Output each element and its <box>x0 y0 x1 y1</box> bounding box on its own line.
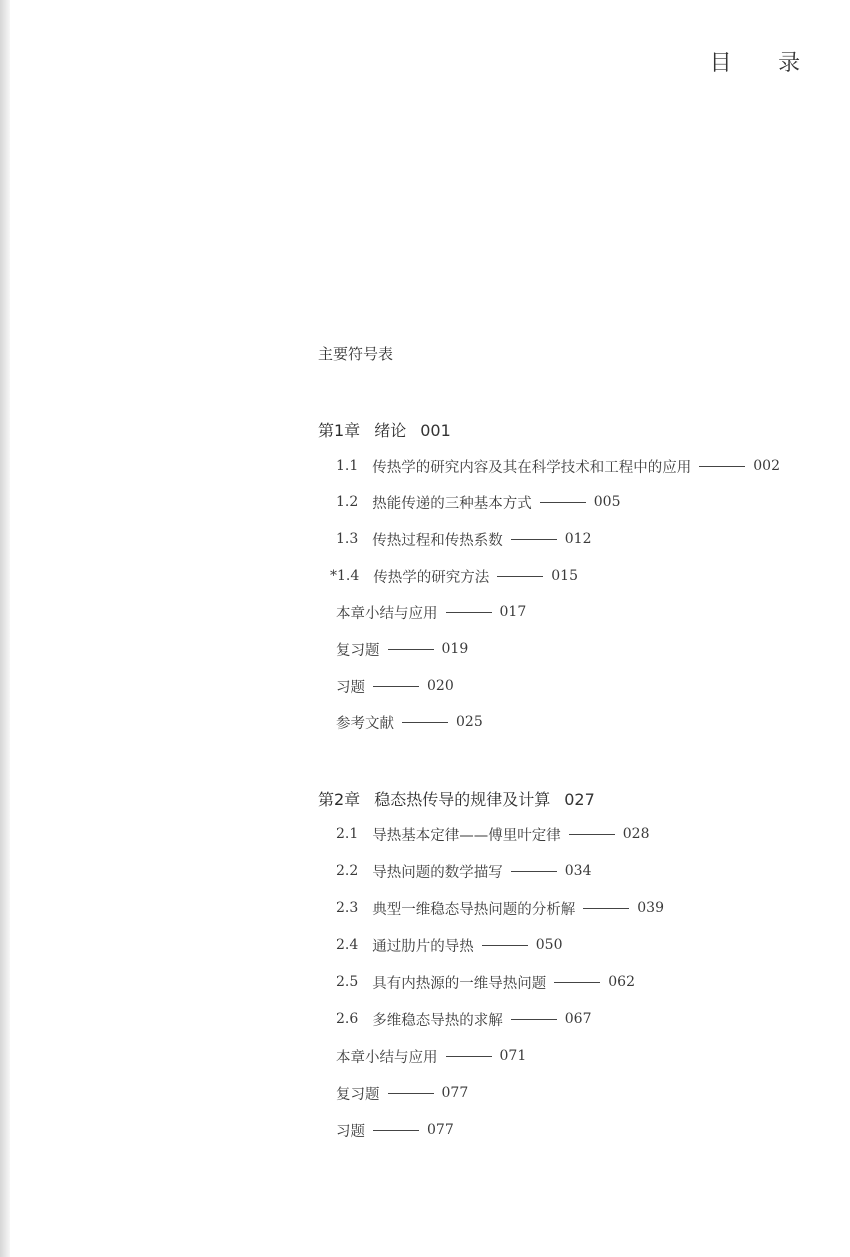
dot-leader <box>402 722 448 723</box>
toc-entry[interactable] <box>336 972 635 992</box>
entry-title: 多维稳态导热的求解 <box>372 1012 503 1029</box>
chapter-page: 027 <box>564 790 595 809</box>
entry-number: 2.2 <box>336 863 359 879</box>
entry-page: 034 <box>564 863 592 879</box>
entry-page: 077 <box>427 1122 454 1138</box>
toc-entry[interactable] <box>336 676 454 696</box>
chapter-1-heading[interactable] <box>318 418 451 441</box>
dot-leader <box>446 612 492 613</box>
dot-leader <box>511 1019 557 1020</box>
dot-leader <box>446 1056 492 1057</box>
entry-title: 导热基本定律——傅里叶定律 <box>372 827 561 844</box>
toc-entry[interactable] <box>336 456 780 476</box>
dot-leader <box>373 686 419 687</box>
toc-entry[interactable] <box>336 639 468 659</box>
entry-number: 1.1 <box>336 458 359 474</box>
symbol-table-link[interactable]: 主要符号表 <box>318 345 394 363</box>
toc-entry[interactable] <box>336 529 592 549</box>
dot-leader <box>388 1093 434 1094</box>
entry-number: 2.3 <box>336 900 359 916</box>
dot-leader <box>540 502 586 503</box>
entry-number: 2.6 <box>336 1011 359 1027</box>
entry-page: 002 <box>753 458 780 474</box>
entry-page: 050 <box>535 937 563 953</box>
entry-title: 参考文献 <box>336 715 394 732</box>
chapter-page: 001 <box>420 421 451 440</box>
entry-title: 典型一维稳态导热问题的分析解 <box>372 901 576 918</box>
entry-page: 015 <box>551 568 578 584</box>
toc-entry[interactable] <box>336 602 526 622</box>
entry-title: 传热学的研究方法 <box>373 569 490 586</box>
toc-entry[interactable] <box>336 712 483 732</box>
entry-page: 005 <box>593 494 621 510</box>
entry-page: 071 <box>499 1048 527 1064</box>
entry-title: 习题 <box>336 1123 365 1140</box>
entry-page: 020 <box>427 678 454 694</box>
entry-page: 012 <box>564 531 592 547</box>
entry-number: 2.1 <box>336 826 359 842</box>
entry-number: 1.2 <box>336 494 359 510</box>
toc-entry[interactable] <box>336 1009 592 1029</box>
dot-leader <box>511 871 557 872</box>
page-title: 目 录 <box>709 51 820 76</box>
entry-title: 通过肋片的导热 <box>372 938 474 955</box>
dot-leader <box>583 908 629 909</box>
toc-entry[interactable] <box>336 898 664 918</box>
entry-title: 传热学的研究内容及其在科学技术和工程中的应用 <box>372 459 692 476</box>
dot-leader <box>497 576 543 577</box>
entry-title: 传热过程和传热系数 <box>372 532 503 549</box>
dot-leader <box>373 1130 419 1131</box>
chapter-title: 稳态热传导的规律及计算 <box>374 790 551 809</box>
toc-entry[interactable] <box>336 492 621 512</box>
page-binding-edge <box>0 0 10 1257</box>
entry-number: 2.5 <box>336 974 359 990</box>
dot-leader <box>699 466 745 467</box>
entry-page: 017 <box>499 604 527 620</box>
entry-number: 2.4 <box>336 937 359 953</box>
toc-entry[interactable] <box>336 1046 526 1066</box>
toc-entry[interactable] <box>336 1083 468 1103</box>
toc-entry[interactable] <box>330 566 578 586</box>
dot-leader <box>554 982 600 983</box>
entry-title: 复习题 <box>336 1086 380 1103</box>
entry-title: 具有内热源的一维导热问题 <box>372 975 547 992</box>
entry-title: 导热问题的数学描写 <box>372 864 503 881</box>
entry-page: 039 <box>637 900 664 916</box>
entry-page: 019 <box>441 641 469 657</box>
toc-entry[interactable] <box>336 824 650 844</box>
entry-page: 067 <box>564 1011 592 1027</box>
entry-title: 习题 <box>336 679 365 696</box>
dot-leader <box>569 834 615 835</box>
toc-entry[interactable] <box>336 1120 454 1140</box>
dot-leader <box>388 649 434 650</box>
chapter-2-heading[interactable] <box>318 787 595 810</box>
entry-page: 062 <box>608 974 635 990</box>
chapter-title: 绪论 <box>374 421 407 440</box>
entry-title: 本章小结与应用 <box>336 605 438 622</box>
toc-entry[interactable] <box>336 861 592 881</box>
entry-number: 1.3 <box>336 531 359 547</box>
entry-title: 热能传递的三种基本方式 <box>372 495 532 512</box>
entry-page: 025 <box>456 714 483 730</box>
entry-title: 本章小结与应用 <box>336 1049 438 1066</box>
entry-title: 复习题 <box>336 642 380 659</box>
dot-leader <box>482 945 528 946</box>
dot-leader <box>511 539 557 540</box>
chapter-number: 第1章 <box>318 421 361 440</box>
entry-page: 028 <box>622 826 650 842</box>
toc-entry[interactable] <box>336 935 563 955</box>
entry-page: 077 <box>441 1085 469 1101</box>
chapter-number: 第2章 <box>318 790 361 809</box>
entry-number: *1.4 <box>330 568 360 584</box>
